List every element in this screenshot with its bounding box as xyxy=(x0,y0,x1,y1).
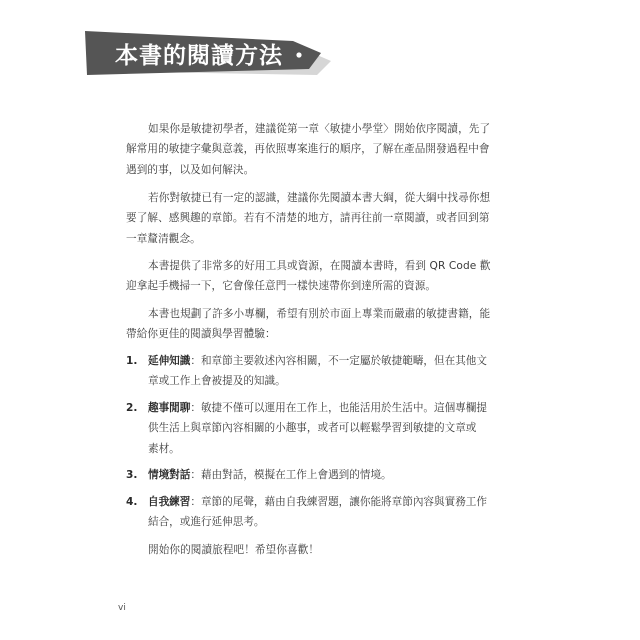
text-line: 如果你是敏捷初學者，建議從第一章〈敏捷小學堂〉開始依序閱讀，先了 xyxy=(148,123,491,135)
paragraph-4 xyxy=(126,304,498,345)
text-line: 本書也規劃了許多小專欄，希望有別於市面上專業而嚴肅的敏捷書籍，能 xyxy=(148,308,491,320)
text-line: 遇到的事，以及如何解決。 xyxy=(126,163,255,176)
text-line: 迎拿起手機掃一下，它會像任意門一樣快速帶你到達所需的資源。 xyxy=(126,280,437,293)
list-number: 3. xyxy=(126,469,138,481)
list-item-body xyxy=(148,492,500,533)
closing-line: 開始你的閱讀旅程吧！希望你喜歡！ xyxy=(148,544,320,556)
paragraph-2 xyxy=(126,188,498,249)
title-banner xyxy=(85,27,333,79)
paragraph-1 xyxy=(126,119,498,180)
list-number: 4. xyxy=(126,496,138,508)
text-line: 本書提供了非常多的好用工具或資源，在閱讀本書時，看到 QR Code 歡 xyxy=(148,260,491,272)
text-line: 結合，或進行延伸思考。 xyxy=(148,516,265,529)
paragraph-3 xyxy=(126,256,498,297)
text-line: 解常用的敏捷字彙與意義，再依照專案進行的順序，了解在產品開發過程中會 xyxy=(126,143,490,156)
text-line: 帶給你更佳的閱讀與學習體驗： xyxy=(126,328,276,341)
text-line: 要了解、感興趣的章節。若有不清楚的地方，請再往前一章閱讀，或者回到第 xyxy=(126,212,490,225)
list-term: 趣事閒聊 xyxy=(148,402,191,414)
text-line: 章或工作上會被提及的知識。 xyxy=(148,375,286,388)
tag-hole-icon xyxy=(296,52,301,57)
closing-paragraph xyxy=(126,540,498,560)
list-term: 自我練習 xyxy=(148,496,191,508)
text-line: ：和章節主要敘述內容相關，不一定屬於敏捷範疇，但在其他文 xyxy=(190,355,487,367)
list-item-body xyxy=(148,465,500,485)
page-title: 本書的閱讀方法 xyxy=(115,43,283,69)
text-line: ：章節的尾聲，藉由自我練習題，讓你能將章節內容與實務工作 xyxy=(190,496,487,508)
page-number: vi xyxy=(118,603,126,613)
text-line: 素材。 xyxy=(148,442,180,455)
text-line: 供生活上與章節內容相關的小趣事，或者可以輕鬆學習到敏捷的文章或 xyxy=(148,422,477,435)
list-number: 2. xyxy=(126,402,138,414)
list-term: 情境對話 xyxy=(148,469,191,481)
text-line: ：藉由對話，模擬在工作上會遇到的情境。 xyxy=(190,469,392,481)
list-number: 1. xyxy=(126,355,138,367)
text-line: 一章釐清觀念。 xyxy=(126,232,201,245)
list-item-body xyxy=(148,398,500,459)
text-line: ：敏捷不僅可以運用在工作上，也能活用於生活中。這個專欄提 xyxy=(190,402,487,414)
list-term: 延伸知識 xyxy=(148,355,191,367)
text-line: 若你對敏捷已有一定的認識，建議你先閱讀本書大綱，從大綱中找尋你想 xyxy=(148,192,491,204)
list-item-body xyxy=(148,351,500,392)
